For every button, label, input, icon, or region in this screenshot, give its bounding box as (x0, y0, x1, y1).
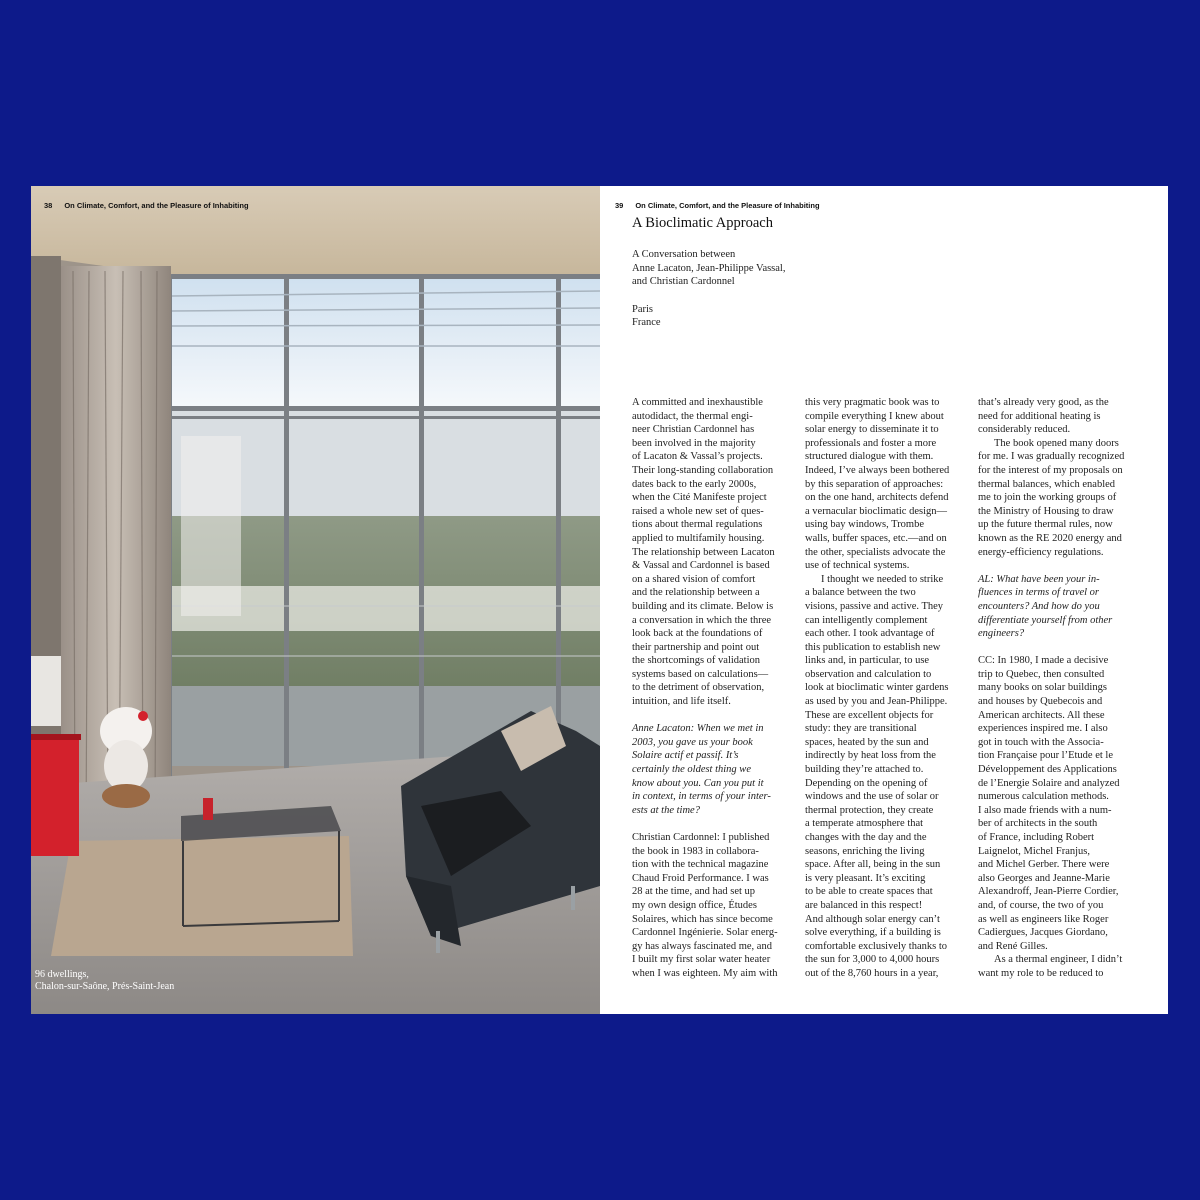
text-line: the Ministry of Housing to draw (978, 505, 1114, 517)
text-line: indirectly by heat loss from the (805, 750, 936, 762)
text-line: using bay windows, Trombe (805, 519, 925, 531)
article-title: A Bioclimatic Approach (632, 215, 773, 231)
text-line: The relationship between Lacaton (632, 546, 775, 558)
text-line (632, 709, 778, 723)
text-line: 28 at the time, and had set up (632, 886, 756, 898)
text-line: to the detriment of observation, (632, 682, 765, 694)
text-line: Chaud Froid Performance. I was (632, 872, 769, 884)
text-line: Développement des Applications (978, 764, 1117, 776)
text-line: I thought we needed to strike (821, 573, 944, 585)
text-line: applied to multifamily housing. (632, 532, 765, 544)
text-line: As a thermal engineer, I didn’t (994, 954, 1123, 966)
text-line: The book opened many doors (994, 437, 1119, 449)
text-line: for me. I was gradually recognized (978, 451, 1125, 463)
text-line: use of technical systems. (805, 560, 910, 572)
text-line: each other. I took advantage of (805, 628, 935, 640)
text-line: a balance between the two (805, 587, 916, 599)
text-line: Anne Lacaton: When we met in (632, 723, 764, 735)
text-line: structured dialogue with them. (805, 451, 934, 463)
running-head-right-text: On Climate, Comfort, and the Pleasure of Inhabiting (635, 201, 820, 210)
text-line: solve everything, if a building is (805, 927, 941, 939)
text-line: Cadiergues, Jacques Giordano, (978, 927, 1108, 939)
text-line: the shortcomings of validation (632, 655, 761, 667)
text-line: space. After all, being in the sun (805, 859, 941, 871)
text-line (978, 559, 1124, 573)
text-line: ber of architects in the south (978, 818, 1098, 830)
text-line: up the future thermal rules, now (978, 519, 1113, 531)
caption-line: Chalon-sur-Saône, Prés-Saint-Jean (35, 981, 175, 992)
text-line: and, of course, the two of you (978, 899, 1104, 911)
text-line: by this separation of approaches: (805, 478, 944, 490)
text-line: gy has always fascinated me, and (632, 940, 772, 952)
text-line: look back at the foundations of (632, 628, 763, 640)
text-line: intuition, and life itself. (632, 696, 731, 708)
text-line: energy-efficiency regulations. (978, 546, 1104, 558)
text-line: for the interest of my proposals on (978, 464, 1123, 476)
text-line: and Michel Gerber. There were (978, 859, 1110, 871)
text-line: neer Christian Cardonnel has (632, 424, 755, 436)
text-line: want my role to be reduced to (978, 967, 1104, 979)
text-line: windows and the use of solar or (805, 791, 939, 803)
text-line: been involved in the majority (632, 437, 756, 449)
text-line: experiences inspired me. I also (978, 723, 1108, 735)
text-line: seasons, enriching the living (805, 845, 925, 857)
intro-line: and Christian Cardonnel (632, 276, 735, 288)
text-line: on the one hand, architects defend (805, 492, 949, 504)
text-line: thermal protection, they create (805, 804, 934, 816)
text-line: when the Cité Manifeste project (632, 492, 767, 504)
text-line: compile everything I knew about (805, 410, 944, 422)
text-line: ests at the time? (632, 804, 700, 816)
text-line: building they’re attached to. (805, 764, 924, 776)
text-column-1 (632, 396, 778, 981)
running-head-left (44, 201, 249, 210)
text-line: These are excellent objects for (805, 709, 934, 721)
text-line: differentiate yourself from other (978, 614, 1113, 626)
text-line: autodidact, the thermal engi- (632, 410, 753, 422)
text-line: tions about thermal regulations (632, 519, 763, 531)
text-line: de l’Energie Solaire and analyzed (978, 777, 1120, 789)
text-line: also Georges and Jeanne-Marie (978, 872, 1110, 884)
text-column-3 (978, 396, 1124, 981)
photo-caption (35, 969, 174, 993)
text-line: walls, buffer spaces, etc.—and on (805, 532, 947, 544)
text-line (978, 641, 1124, 655)
text-line: tion with the technical magazine (632, 859, 769, 871)
text-line: is very pleasant. It’s exciting (805, 872, 926, 884)
text-line (632, 817, 778, 831)
intro-line: Anne Lacaton, Jean-Philippe Vassal, (632, 262, 786, 274)
article-intro (632, 248, 785, 330)
text-line: Alexandroff, Jean-Pierre Cordier, (978, 886, 1119, 898)
text-line: A committed and inexhaustible (632, 397, 763, 408)
text-line: a conversation in which the three (632, 614, 772, 626)
text-line: many books on solar buildings (978, 682, 1107, 694)
text-line: raised a whole new set of ques- (632, 505, 764, 517)
text-line: out of the 8,760 hours in a year, (805, 967, 939, 979)
text-line: Christian Cardonnel: I published (632, 832, 770, 843)
interior-photo (31, 186, 600, 1014)
text-line: study: they are transitional (805, 723, 917, 735)
text-line: Depending on the opening of (805, 777, 928, 789)
text-line: on a shared vision of comfort (632, 573, 756, 585)
text-line: of Lacaton & Vassal’s projects. (632, 451, 763, 463)
caption-line: 96 dwellings, (35, 969, 89, 980)
text-line: Cardonnel Ingénierie. Solar energ- (632, 927, 778, 939)
text-line: Laignelot, Michel Franjus, (978, 845, 1090, 857)
text-line: know about you. Can you put it (632, 777, 764, 789)
text-line: known as the RE 2020 energy and (978, 532, 1122, 544)
text-line: American architects. All these (978, 709, 1105, 721)
book-spread (31, 186, 1168, 1014)
text-line: Indeed, I’ve always been bothered (805, 464, 950, 476)
text-line: a vernacular bioclimatic design— (805, 505, 947, 517)
text-line: a temperate atmosphere that (805, 818, 924, 830)
text-line: numerous calculation methods. (978, 791, 1109, 803)
text-line: engineers? (978, 628, 1025, 640)
text-line: need for additional heating is (978, 410, 1101, 422)
text-page (600, 186, 1168, 1014)
text-line: dates back to the early 2000s, (632, 478, 757, 490)
text-line: the sun for 3,000 to 4,000 hours (805, 954, 940, 966)
living-room-photo-image (31, 186, 600, 1014)
text-line: 2003, you gave us your book (632, 736, 753, 748)
text-line: CC: In 1980, I made a decisive (978, 655, 1109, 667)
text-line: when I was eighteen. My aim with (632, 967, 778, 979)
text-line: got in touch with the Associa- (978, 736, 1104, 748)
text-line: to be able to create spaces that (805, 886, 933, 898)
text-line: as used by you and Jean-Philippe. (805, 696, 948, 708)
text-line: spaces, heated by the sun and (805, 736, 929, 748)
page-number-right: 39 (615, 201, 624, 210)
text-line: I built my first solar water heater (632, 954, 771, 966)
text-line: AL: What have been your in- (978, 573, 1100, 585)
text-line: fluences in terms of travel or (978, 587, 1100, 599)
text-line: thermal balances, which enabled (978, 478, 1116, 490)
text-line: systems based on calculations— (632, 668, 769, 680)
text-line: me to join the working groups of (978, 492, 1117, 504)
text-line: tion Française pour l’Etude et le (978, 750, 1113, 762)
text-line: of France, including Robert (978, 832, 1095, 843)
text-line: the book in 1983 in collabora- (632, 845, 759, 857)
text-line: And although solar energy can’t (805, 913, 940, 925)
text-line: this very pragmatic book was to (805, 397, 940, 408)
page-number-left: 38 (44, 201, 53, 210)
text-line: visions, passive and active. They (805, 600, 944, 612)
text-line: Solaires, which has since become (632, 913, 773, 925)
intro-line: A Conversation between (632, 249, 736, 260)
text-line: their partnership and point out (632, 641, 760, 653)
text-line: changes with the day and the (805, 832, 927, 843)
text-line: and the relationship between a (632, 587, 760, 599)
text-line: trip to Quebec, then consulted (978, 668, 1105, 680)
text-line: my own design office, Études (632, 899, 757, 911)
text-line: observation and calculation to (805, 668, 932, 680)
text-line: I also made friends with a num- (978, 804, 1112, 816)
text-line: links and, in particular, to use (805, 655, 930, 667)
text-line: and René Gilles. (978, 940, 1048, 952)
text-line: Their long-standing collaboration (632, 464, 774, 476)
running-head-left-text: On Climate, Comfort, and the Pleasure of Inhabiting (64, 201, 249, 210)
text-line: are balanced in this respect! (805, 899, 923, 911)
text-line: as well as engineers like Roger (978, 913, 1109, 925)
text-line: look at bioclimatic winter gardens (805, 682, 949, 694)
text-line: solar energy to disseminate it to (805, 424, 939, 436)
text-line: the other, specialists advocate the (805, 546, 946, 558)
text-line: & Vassal and Cardonnel is based (632, 560, 770, 572)
running-head-right (615, 201, 820, 210)
text-column-2 (805, 396, 949, 981)
place-line: France (632, 317, 661, 329)
text-line: considerably reduced. (978, 424, 1071, 436)
text-line: Solaire actif et passif. It’s (632, 750, 739, 762)
text-line: encounters? And how do you (978, 600, 1100, 612)
text-line: comfortable exclusively thanks to (805, 940, 948, 952)
text-line: professionals and foster a more (805, 437, 937, 449)
text-line: and houses by Quebecois and (978, 696, 1103, 708)
text-line: that’s already very good, as the (978, 397, 1109, 408)
text-line: certainly the oldest thing we (632, 764, 751, 776)
text-line: this publication to establish new (805, 641, 941, 653)
text-line: building and its climate. Below is (632, 600, 774, 612)
place-line: Paris (632, 303, 653, 315)
text-line: can intelligently complement (805, 614, 928, 626)
text-line: in context, in terms of your inter- (632, 791, 771, 803)
